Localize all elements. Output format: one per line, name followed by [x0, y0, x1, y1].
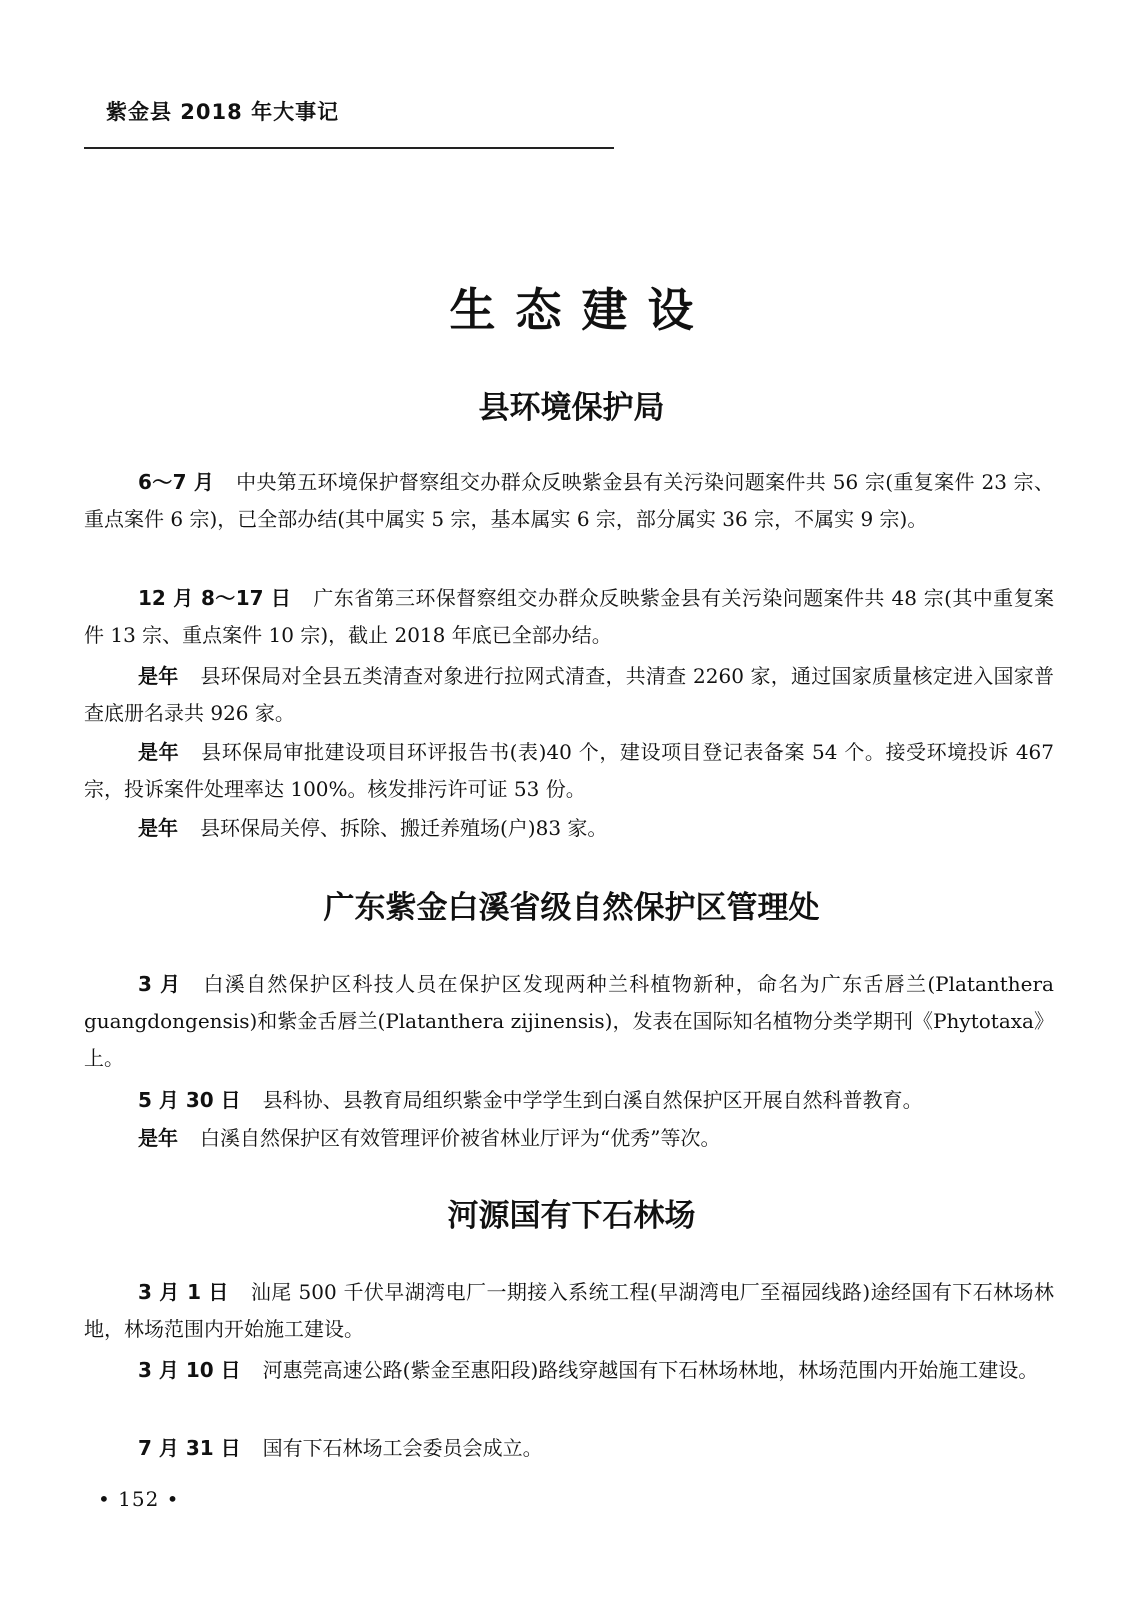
section-heading-xiashi-forest-farm: 河源国有下石林场 [447, 1198, 696, 1234]
entry [84, 966, 1054, 1077]
entry-text: 县环保局对全县五类清查对象进行拉网式清查，共清查 2260 家，通过国家质量核定进入国家普查底册名录共 926 家。 [84, 664, 1054, 725]
entry [84, 1352, 1054, 1389]
entry-date: 5 月 30 日 [138, 1088, 241, 1112]
entry-text: 中央第五环境保护督察组交办群众反映紫金县有关污染问题案件共 56 宗(重复案件 23 宗、重点案件 6 宗)，已全部办结(其中属实 5 宗，基本属实 6 宗，部分属实 36 宗，不属实 9 宗)。 [84, 470, 1054, 531]
entry [84, 580, 1054, 654]
entry-date: 3 月 [138, 972, 182, 996]
header-rule [84, 147, 614, 149]
entry [84, 1274, 1054, 1348]
entry-date: 是年 [138, 816, 178, 840]
entry-date: 12 月 8～17 日 [138, 586, 292, 610]
entry [84, 658, 1054, 732]
entry [84, 1430, 1054, 1467]
entry-text: 广东省第三环保督察组交办群众反映紫金县有关污染问题案件共 48 宗(其中重复案件 13 宗、重点案件 10 宗)，截止 2018 年底已全部办结。 [84, 586, 1054, 647]
entry [84, 810, 1054, 847]
section-heading-environment-bureau: 县环境保护局 [478, 390, 665, 426]
entry-date: 7 月 31 日 [138, 1436, 241, 1460]
entry-text: 河惠莞高速公路(紫金至惠阳段)路线穿越国有下石林场林地，林场范围内开始施工建设。 [262, 1358, 1039, 1382]
section-heading-baixi-reserve: 广东紫金白溪省级自然保护区管理处 [323, 890, 820, 926]
entry-text: 县环保局审批建设项目环评报告书(表)40 个，建设项目登记表备案 54 个。接受环境投诉 467 宗，投诉案件处理率达 100%。核发排污许可证 53 份。 [84, 740, 1055, 801]
entry-text: 白溪自然保护区科技人员在保护区发现两种兰科植物新种，命名为广东舌唇兰(Platanthera guangdongensis)和紫金舌唇兰(Platanthera zijinensis)，发表在国际知名植物分类学期刊《Phytotaxa》上。 [84, 972, 1054, 1070]
entry-text: 县科协、县教育局组织紫金中学学生到白溪自然保护区开展自然科普教育。 [262, 1088, 923, 1112]
entry-text: 国有下石林场工会委员会成立。 [262, 1436, 543, 1460]
entry-date: 6～7 月 [138, 470, 215, 494]
entry-date: 3 月 10 日 [138, 1358, 241, 1382]
entry [84, 1082, 1054, 1119]
running-header: 紫金县 2018 年大事记 [106, 100, 340, 124]
entry [84, 1120, 1054, 1157]
entry-date: 是年 [138, 740, 180, 764]
entry-date: 3 月 1 日 [138, 1280, 229, 1304]
entry-text: 县环保局关停、拆除、搬迁养殖场(户)83 家。 [200, 816, 608, 840]
entry [84, 734, 1054, 808]
entry [84, 464, 1054, 538]
entry-text: 汕尾 500 千伏早湖湾电厂一期接入系统工程(早湖湾电厂至福园线路)途经国有下石林场林地，林场范围内开始施工建设。 [84, 1280, 1054, 1341]
entry-text: 白溪自然保护区有效管理评价被省林业厅评为“优秀”等次。 [200, 1126, 721, 1150]
entry-date: 是年 [138, 664, 179, 688]
entry-date: 是年 [138, 1126, 178, 1150]
page-number: • 152 • [98, 1487, 180, 1511]
page-title: 生态建设 [449, 283, 714, 337]
